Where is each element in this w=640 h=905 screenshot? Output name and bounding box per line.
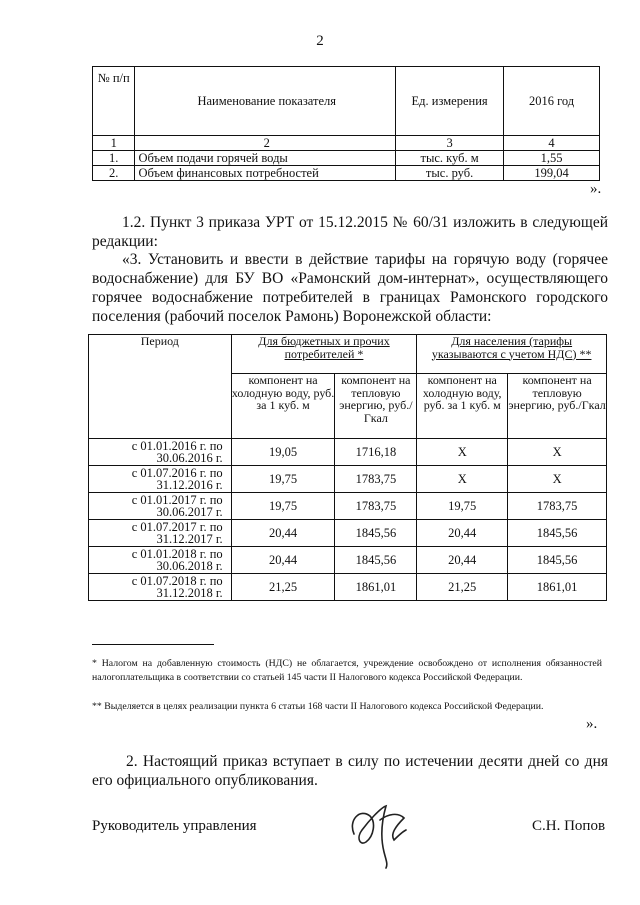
period-cell: с 01.07.2017 г. по 31.12.2017 г.	[89, 520, 232, 547]
subheader-thermal-energy: компонент на тепловую энергию, руб./Гкал	[335, 374, 417, 439]
table-row	[89, 574, 607, 601]
table-row	[89, 439, 607, 466]
header-number: № п/п	[93, 67, 135, 136]
subheader-cold-water: компонент на холодную воду, руб. за 1 куб. м	[417, 374, 508, 439]
table-row	[93, 166, 600, 181]
tariff-table	[88, 334, 607, 601]
table-row	[93, 151, 600, 166]
table-row	[89, 466, 607, 493]
table-cell: 1783,75	[335, 466, 417, 493]
table-cell: 1,55	[504, 151, 600, 166]
closing-quote: ».	[590, 181, 602, 197]
period-cell: с 01.07.2018 г. по 31.12.2018 г.	[89, 574, 232, 601]
paragraph-3: «3. Установить и ввести в действие тарифы на горячую воду (горячее водоснабжение) для БУ ВО «Рамонский дом-интернат», осуществляющего горячее водоснабжение потребителей в границах Рамонского городского поселения (рабочий поселок Рамонь) Воронежской области:	[92, 251, 608, 325]
table-row	[89, 493, 607, 520]
signatory-name: С.Н. Попов	[532, 818, 606, 834]
table-row	[89, 520, 607, 547]
table-cell: 1.	[93, 151, 135, 166]
signatory-title: Руководитель управления	[92, 818, 257, 834]
table-row	[89, 547, 607, 574]
table-cell: 1845,56	[335, 520, 417, 547]
table-cell: Х	[417, 439, 508, 466]
table-cell: Х	[417, 466, 508, 493]
table-cell: 1845,56	[335, 547, 417, 574]
subheader-thermal-energy: компонент на тепловую энергию, руб./Гкал	[508, 374, 607, 439]
paragraph-1-2: 1.2. Пункт 3 приказа УРТ от 15.12.2015 № 60/31 изложить в следующей редакции:	[92, 214, 608, 250]
table-cell: 199,04	[504, 166, 600, 181]
col-number: 1	[93, 136, 135, 151]
period-cell: с 01.01.2017 г. по 30.06.2017 г.	[89, 493, 232, 520]
period-cell: с 01.07.2016 г. по 31.12.2016 г.	[89, 466, 232, 493]
subheader-cold-water: компонент на холодную воду, руб. за 1 куб. м	[231, 374, 335, 439]
table-cell: 20,44	[417, 547, 508, 574]
closing-quote: ».	[586, 716, 598, 732]
table-cell: 20,44	[231, 547, 335, 574]
paragraph-2: 2. Настоящий приказ вступает в силу по истечении десяти дней со дня его официального опубликования.	[92, 753, 608, 789]
period-cell: с 01.01.2016 г. по 30.06.2016 г.	[89, 439, 232, 466]
table-cell: 19,75	[231, 493, 335, 520]
volume-table	[92, 66, 600, 181]
footnote-vat-included: ** Выделяется в целях реализации пункта 6 статьи 168 части II Налогового кодекса Российской Федерации.	[92, 701, 544, 712]
table-cell: 1861,01	[335, 574, 417, 601]
table-cell: 19,05	[231, 439, 335, 466]
table-cell: 21,25	[417, 574, 508, 601]
table-cell: 19,75	[417, 493, 508, 520]
handwritten-signature	[340, 790, 420, 870]
header-year: 2016 год	[504, 67, 600, 136]
header-period: Период	[89, 335, 232, 439]
table-cell: тыс. руб.	[396, 166, 504, 181]
table-cell: Х	[508, 439, 607, 466]
header-indicator: Наименование показателя	[135, 67, 396, 136]
col-number: 2	[135, 136, 396, 151]
table-cell: 2.	[93, 166, 135, 181]
table-cell: 19,75	[231, 466, 335, 493]
table-cell: 1861,01	[508, 574, 607, 601]
table-cell: тыс. куб. м	[396, 151, 504, 166]
table-cell: 1783,75	[508, 493, 607, 520]
col-number: 4	[504, 136, 600, 151]
table-cell: Х	[508, 466, 607, 493]
table-cell: 1716,18	[335, 439, 417, 466]
col-number: 3	[396, 136, 504, 151]
table-cell: Объем финансовых потребностей	[135, 166, 396, 181]
table-cell: Объем подачи горячей воды	[135, 151, 396, 166]
page-number: 2	[316, 33, 324, 49]
table-cell: 20,44	[417, 520, 508, 547]
header-population: Для населения (тарифы указываются с учетом НДС) **	[417, 335, 607, 374]
header-budget-consumers: Для бюджетных и прочих потребителей *	[231, 335, 417, 374]
table-cell: 1845,56	[508, 520, 607, 547]
table-cell: 21,25	[231, 574, 335, 601]
footnote-vat-exempt: * Налогом на добавленную стоимость (НДС) не облагается, учреждение освобождено от исполнения обязанностей налогоплательщика в соответствии со статьей 145 части II Налогового кодекса Российской Федерации.	[92, 658, 602, 683]
header-unit: Ед. измерения	[396, 67, 504, 136]
table-cell: 1783,75	[335, 493, 417, 520]
table-cell: 20,44	[231, 520, 335, 547]
footnote-separator	[92, 644, 214, 645]
period-cell: с 01.01.2018 г. по 30.06.2018 г.	[89, 547, 232, 574]
table-cell: 1845,56	[508, 547, 607, 574]
